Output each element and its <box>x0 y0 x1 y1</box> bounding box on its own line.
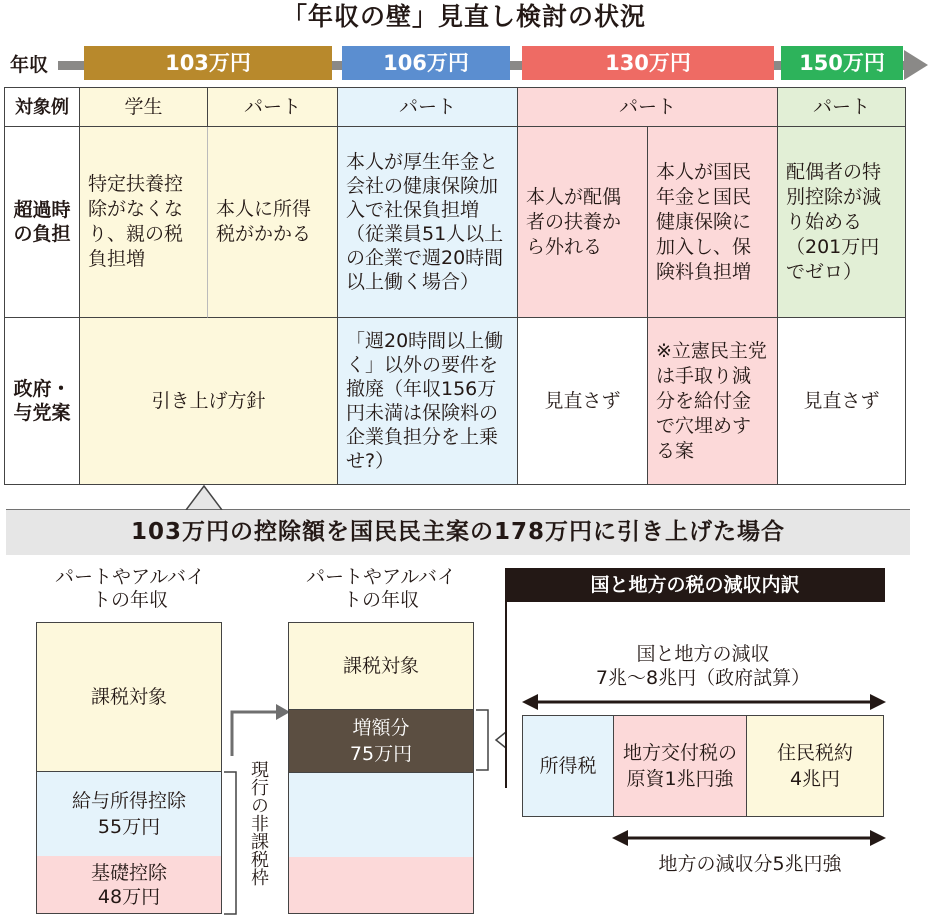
left-column-caption <box>40 566 220 612</box>
income-segment-103: 103万円 <box>84 46 332 80</box>
basic-deduction-amount: 48万円 <box>97 885 161 908</box>
local-allocation-tax-text: 地方交付税の原資1兆円強 <box>622 742 737 790</box>
plan-106: 「週20時間以上働く」以外の要件を撤廃（年収156万円未満は保険料の企業負担分を上乗せ?） <box>338 318 518 485</box>
row-header-plan-text: 政府・与党案 <box>13 378 71 424</box>
target-student: 学生 <box>80 87 208 127</box>
resident-tax-block <box>746 715 884 817</box>
row-header-burden <box>4 127 80 318</box>
total-revenue-loss-amount: 7兆～8兆円（政府試算） <box>595 667 811 689</box>
right-salary-deduction-block <box>288 772 474 858</box>
total-revenue-loss <box>522 642 884 690</box>
burden-spouse-deduction-150: 配偶者の特別控除が減り始める（201万円でゼロ） <box>778 127 906 318</box>
row-header-plan <box>4 318 80 485</box>
left-taxable-block: 課税対象 <box>36 622 222 772</box>
target-part-103: パート <box>208 87 338 127</box>
plan-150: 見直さず <box>778 318 906 485</box>
burden-student: 特定扶養控除がなくなり、親の税負担増 <box>80 127 208 318</box>
page-title: 「年収の壁」見直し検討の状況 <box>281 2 646 31</box>
arrow-right-icon <box>904 50 928 80</box>
basic-deduction-label: 基礎控除 <box>90 861 167 884</box>
burden-spouse-130: 本人が配偶者の扶養から外れる <box>518 127 648 318</box>
increase-amount: 75万円 <box>349 743 413 765</box>
breakdown-title: 国と地方の税の減収内訳 <box>505 568 885 602</box>
total-revenue-loss-label: 国と地方の減収 <box>636 643 770 665</box>
burden-national-pension-130: 本人が国民年金と国民健康保険に加入し、保険料負担増 <box>648 127 778 318</box>
plan-103: 引き上げ方針 <box>80 318 338 485</box>
row-header-target: 対象例 <box>4 87 80 127</box>
left-caption-text: パートやアルバイトの年収 <box>55 566 205 611</box>
income-segment-150: 150万円 <box>781 46 903 80</box>
local-revenue-loss-label: 地方の減収分5兆円強 <box>658 853 842 875</box>
target-part-130: パート <box>518 87 778 127</box>
plan-130-cdp: ※立憲民主党は手取り減分を給付金で穴埋めする案 <box>648 318 778 485</box>
current-exemption-label: 現行の非課税枠 <box>248 760 269 886</box>
salary-deduction-amount: 55万円 <box>97 816 161 838</box>
income-segment-130: 130万円 <box>522 46 774 80</box>
income-tax-block: 所得税 <box>522 715 614 817</box>
resident-tax-text: 住民税約4兆円 <box>776 742 853 790</box>
burden-part-106: 本人が厚生年金と会社の健康保険加入で社保負担増（従業員51人以上の企業で週20時間以上働く場合） <box>338 127 518 318</box>
increase-block <box>288 709 474 773</box>
target-part-106: パート <box>338 87 518 127</box>
right-column-caption <box>288 566 474 612</box>
scenario-title: 103万円の控除額を国民民主案の178万円に引き上げた場合 <box>6 510 910 555</box>
target-part-150: パート <box>778 87 906 127</box>
increase-label: 増額分 <box>352 717 410 739</box>
basic-deduction-block <box>36 856 222 914</box>
salary-deduction-label: 給与所得控除 <box>71 790 186 812</box>
local-allocation-tax-block <box>613 715 747 817</box>
salary-deduction-block <box>36 771 222 857</box>
right-caption-text: パートやアルバイトの年収 <box>306 566 456 611</box>
plan-130-government: 見直さず <box>518 318 648 485</box>
right-basic-deduction-block <box>288 857 474 914</box>
row-header-burden-text: 超過時の負担 <box>13 199 71 245</box>
income-axis-label: 年収 <box>10 54 49 76</box>
burden-part-103: 本人に所得税がかかる <box>208 127 338 318</box>
right-taxable-block: 課税対象 <box>288 622 474 710</box>
total-range-arrow <box>520 690 888 714</box>
local-range-arrow <box>610 826 888 850</box>
income-segment-106: 106万円 <box>342 46 510 80</box>
callout-wedge <box>0 480 928 514</box>
